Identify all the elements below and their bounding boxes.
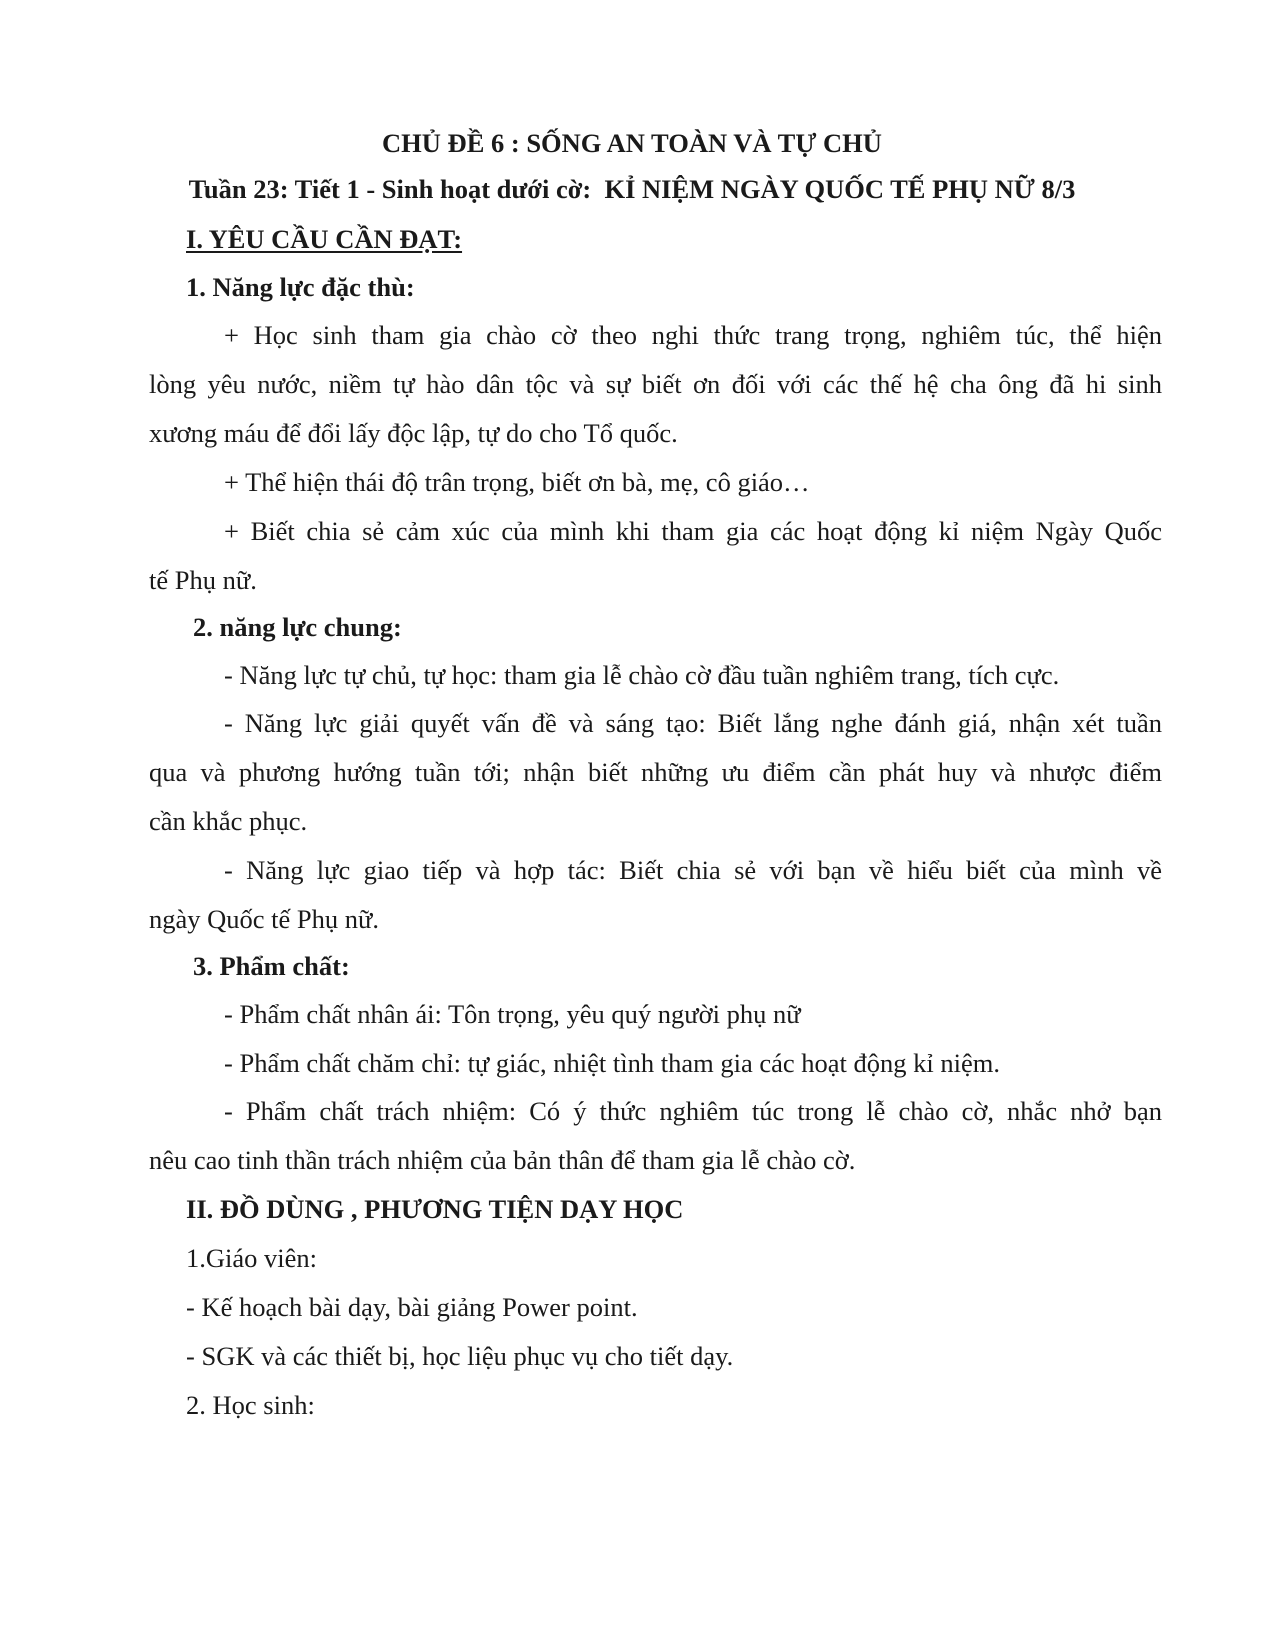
- lesson-prefix: Tuần 23: Tiết 1 - Sinh hoạt dưới cờ:: [188, 174, 592, 204]
- lesson-name: KỈ NIỆM NGÀY QUỐC TẾ PHỤ NỮ 8/3: [604, 174, 1076, 204]
- paragraph-line: - Phẩm chất nhân ái: Tôn trọng, yêu quý người phụ nữ: [224, 999, 801, 1029]
- paragraph-line: - Năng lực giao tiếp và hợp tác: Biết chia sẻ với bạn về hiểu biết của mình về: [224, 855, 1162, 885]
- section-1-heading: I. YÊU CẦU CẦN ĐẠT:: [186, 224, 463, 254]
- paragraph-line: lòng yêu nước, niềm tự hào dân tộc và sự biết ơn đối với các thế hệ cha ông đã hi sinh: [149, 369, 1162, 399]
- paragraph-line: - Phẩm chất trách nhiệm: Có ý thức nghiêm túc trong lễ chào cờ, nhắc nhở bạn: [224, 1096, 1162, 1126]
- paragraph-line: cần khắc phục.: [149, 806, 308, 836]
- paragraph-line: + Biết chia sẻ cảm xúc của mình khi tham gia các hoạt động kỉ niệm Ngày Quốc: [224, 516, 1162, 546]
- paragraph-line: xương máu để đổi lấy độc lập, tự do cho Tổ quốc.: [149, 418, 678, 448]
- sub-2-heading: 2. năng lực chung:: [193, 612, 402, 642]
- paragraph-line: - Năng lực tự chủ, tự học: tham gia lễ chào cờ đầu tuần nghiêm trang, tích cực.: [224, 660, 1060, 690]
- paragraph-line: tế Phụ nữ.: [149, 565, 257, 595]
- topic-title: CHỦ ĐỀ 6 : SỐNG AN TOÀN VÀ TỰ CHỦ: [382, 128, 882, 158]
- paragraph-line: - Kế hoạch bài dạy, bài giảng Power point.: [186, 1292, 638, 1322]
- paragraph-line: + Học sinh tham gia chào cờ theo nghi thức trang trọng, nghiêm túc, thể hiện: [224, 320, 1162, 350]
- paragraph-line: - Phẩm chất chăm chỉ: tự giác, nhiệt tình tham gia các hoạt động kỉ niệm.: [224, 1048, 1001, 1078]
- teacher-heading: 1.Giáo viên:: [186, 1243, 317, 1273]
- sub-1-heading: 1. Năng lực đặc thù:: [186, 272, 415, 302]
- lesson-title: [0, 176, 1264, 203]
- student-heading: 2. Học sinh:: [186, 1390, 315, 1420]
- paragraph-line: nêu cao tinh thần trách nhiệm của bản thân để tham gia lễ chào cờ.: [149, 1145, 856, 1175]
- paragraph-line: ngày Quốc tế Phụ nữ.: [149, 904, 380, 934]
- section-2-heading: II. ĐỒ DÙNG , PHƯƠNG TIỆN DẠY HỌC: [186, 1194, 684, 1224]
- paragraph-line: - SGK và các thiết bị, học liệu phục vụ cho tiết dạy.: [186, 1341, 734, 1371]
- sub-3-heading: 3. Phẩm chất:: [193, 951, 350, 981]
- paragraph-line: - Năng lực giải quyết vấn đề và sáng tạo: Biết lắng nghe đánh giá, nhận xét tuần: [224, 708, 1162, 738]
- paragraph-line: + Thể hiện thái độ trân trọng, biết ơn bà, mẹ, cô giáo…: [224, 467, 810, 497]
- paragraph-line: qua và phương hướng tuần tới; nhận biết những ưu điểm cần phát huy và nhược điểm: [149, 757, 1162, 787]
